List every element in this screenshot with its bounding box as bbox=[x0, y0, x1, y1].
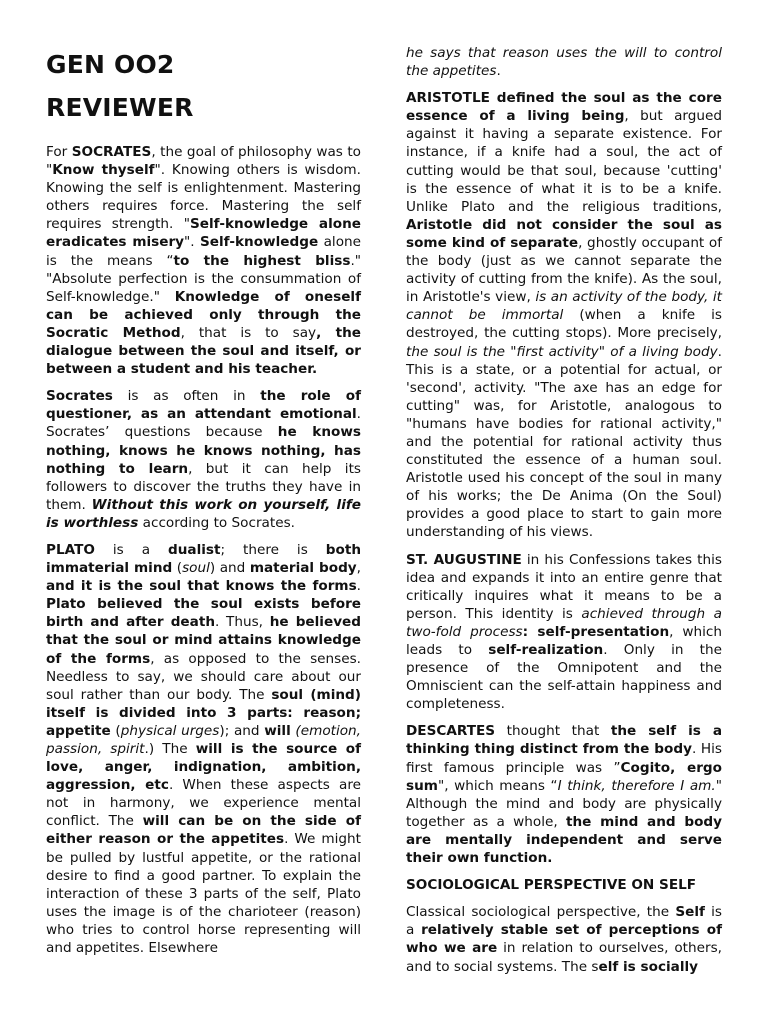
text-run: . This is a state, or a potential for actual, or 'second', activity. "The axe has an edge for cutting" was, for Aristotle, analogous to "humans have bodies for rational activity," and the potential for rational activity thus constituted the essence of a human soul. Aristotle used his concept of the soul in many of his works; the De Anima (On the Soul) provides a good place to start to gain more understanding of his views. bbox=[406, 343, 722, 541]
sociological-paragraph bbox=[406, 903, 722, 975]
text-run: . bbox=[496, 63, 501, 80]
aristotle-paragraph bbox=[406, 89, 722, 541]
right-column bbox=[406, 0, 722, 976]
text-run: the self is a thinking thing distinct from the body bbox=[406, 723, 722, 758]
text-run: he says that reason uses the will to control the appetites bbox=[406, 45, 722, 80]
text-run: ", which means “ bbox=[437, 777, 558, 794]
augustine-paragraph bbox=[406, 551, 722, 714]
text-run: and it is the soul that knows the forms bbox=[46, 578, 357, 595]
text-run: . Thus, bbox=[215, 614, 270, 631]
text-run: , as opposed to the senses. Needless to say, we should care about our soul rather than our body. The bbox=[46, 650, 362, 703]
text-run: I think, therefore I am. bbox=[557, 777, 716, 794]
plato-paragraph bbox=[46, 541, 361, 957]
text-run: " Although the mind and body are physically together as a whole, bbox=[406, 777, 723, 830]
plato-continuation-paragraph bbox=[406, 44, 722, 80]
heading-text: SOCIOLOGICAL PERSPECTIVE ON SELF bbox=[406, 877, 697, 894]
text-run: soul (mind) itself is divided into 3 parts: reason; appetite bbox=[46, 686, 361, 739]
text-run: Aristotle did not consider the soul as some kind of separate bbox=[406, 216, 722, 251]
text-run: ". bbox=[184, 234, 201, 251]
text-run: the soul is the "first activity" of a living body bbox=[406, 343, 718, 360]
text-run: , ghostly occupant of the body (just as we cannot separate the activity of cutting from the knife). As the soul, in Aristotle's view, bbox=[406, 234, 722, 306]
text-run: . Only in the presence of the Omnipotent and the Omniscient can the self-attain happiness and completeness. bbox=[406, 642, 722, 713]
text-run: Know thyself bbox=[52, 162, 155, 179]
socrates-paragraph bbox=[46, 143, 361, 378]
text-run: the role of questioner, as an attendant emotional bbox=[46, 388, 361, 423]
document-title bbox=[46, 43, 361, 129]
text-run: . His first famous principle was ” bbox=[406, 741, 722, 776]
text-run: Cogito, ergo sum bbox=[406, 759, 722, 794]
text-run: in his Confessions takes this idea and expands it into an entire genre that critically inquires what it means to be a person. This identity is bbox=[406, 551, 722, 622]
left-column bbox=[46, 0, 361, 957]
text-run: soul bbox=[182, 560, 210, 577]
text-run: will is the source of love, anger, indignation, ambition, aggression, etc bbox=[46, 741, 361, 794]
text-run: is an activity of the body, it cannot be immortal bbox=[406, 289, 722, 324]
text-run: . Socrates’ questions because bbox=[46, 406, 361, 441]
text-run: both immaterial mind bbox=[46, 541, 361, 577]
section-heading bbox=[406, 876, 722, 894]
text-run: Classical sociological perspective, the bbox=[406, 904, 676, 921]
text-run: physical urges bbox=[120, 722, 220, 739]
text-run: achieved through a two-fold process bbox=[406, 605, 722, 640]
text-run: is a bbox=[406, 904, 722, 939]
text-run: , which leads to bbox=[406, 623, 722, 658]
text-run: will bbox=[264, 722, 291, 739]
text-run: (when a knife is destroyed, the cutting stops). More precisely, bbox=[406, 307, 722, 342]
text-run: , the goal of philosophy was to " bbox=[46, 144, 361, 179]
text-run: is as often in bbox=[112, 388, 261, 405]
text-run: to the highest bliss bbox=[173, 252, 351, 269]
text-run: . When these aspects are not in harmony, we experience mental conflict. The bbox=[46, 777, 361, 830]
title-line-1: GEN OO2 bbox=[46, 50, 175, 79]
text-run: ( bbox=[110, 722, 121, 739]
text-run: ; there is bbox=[220, 541, 326, 558]
text-run: thought that bbox=[495, 723, 611, 740]
text-run: he believed that the soul or mind attains knowledge of the forms bbox=[46, 614, 362, 667]
text-run: Self-knowledge alone eradicates misery bbox=[46, 216, 361, 251]
text-run: the mind and body are mentally independent and serve their own function. bbox=[406, 813, 723, 867]
text-run: ." "Absolute perfection is the consummation of Self-knowledge." bbox=[46, 252, 362, 305]
text-run: Self-knowledge bbox=[200, 234, 319, 251]
text-run: , that is to say bbox=[180, 324, 317, 341]
text-run: relatively stable set of perceptions of who we are bbox=[406, 922, 722, 957]
text-run: alone is the means “ bbox=[46, 234, 361, 269]
text-run: , the dialogue between the soul and itself, or between a student and his teacher. bbox=[46, 324, 361, 378]
text-run: material body bbox=[249, 560, 357, 577]
text-run: . We might be pulled by lustful appetite, or the rational desire to find a good partner. To explain the interaction of these 3 parts of the self, Plato uses the image is of the charioteer (reason) who tries to control horse representing will and appetites. Elsewhere bbox=[46, 831, 361, 957]
socrates-questioner-paragraph bbox=[46, 387, 361, 532]
text-run: in relation to ourselves, others, and to social systems. The s bbox=[406, 940, 722, 975]
text-run: . bbox=[356, 578, 361, 595]
text-run: is a bbox=[94, 541, 168, 558]
text-run: ) and bbox=[209, 560, 250, 577]
text-run: ( bbox=[172, 560, 183, 577]
text-run: Self bbox=[675, 904, 705, 921]
text-run: ST. AUGUSTINE bbox=[406, 551, 522, 568]
text-run: elf is socially bbox=[598, 958, 699, 975]
text-run: PLATO bbox=[46, 541, 95, 558]
descartes-paragraph bbox=[406, 722, 722, 867]
text-run: (emotion, passion, spirit bbox=[46, 722, 361, 757]
text-run: self-realization bbox=[488, 642, 604, 658]
text-run: dualist bbox=[167, 541, 221, 558]
text-run: , but it can help its followers to discover the truths they have in them. bbox=[46, 460, 361, 513]
text-run: For bbox=[46, 144, 72, 160]
text-run: ". Knowing others is wisdom. Knowing the self is enlightenment. Mastering others requires force. Mastering the self requires strength. " bbox=[46, 162, 361, 233]
text-run: ARISTOTLE defined the soul as the core essence of a living being bbox=[406, 90, 722, 125]
text-run: Without this work on yourself, life is worthless bbox=[46, 496, 361, 531]
title-line-2: REVIEWER bbox=[46, 93, 194, 122]
text-run: he knows nothing, knows he knows nothing, has nothing to learn bbox=[46, 424, 361, 477]
text-run: : self-presentation bbox=[522, 623, 670, 640]
text-run: Knowledge of oneself can be achieved only through the Socratic Method bbox=[46, 288, 362, 341]
text-run: will can be on the side of either reason or the appetites bbox=[46, 813, 361, 848]
text-run: according to Socrates. bbox=[138, 514, 295, 531]
text-run: , bbox=[356, 560, 361, 577]
text-run: , but argued against it having a separate existence. For instance, if a knife had a soul, the act of cutting would be that soul, because 'cutting' is the essence of what it is to be a knife. Unlike Plato and the religious traditions, bbox=[406, 108, 722, 215]
text-run: Socrates bbox=[46, 388, 113, 405]
text-run: ); and bbox=[219, 722, 265, 739]
text-run: Plato believed the soul exists before birth and after death bbox=[46, 596, 361, 631]
text-run: SOCRATES bbox=[71, 144, 152, 160]
text-run: DESCARTES bbox=[406, 723, 496, 740]
text-run: .) The bbox=[144, 741, 196, 757]
